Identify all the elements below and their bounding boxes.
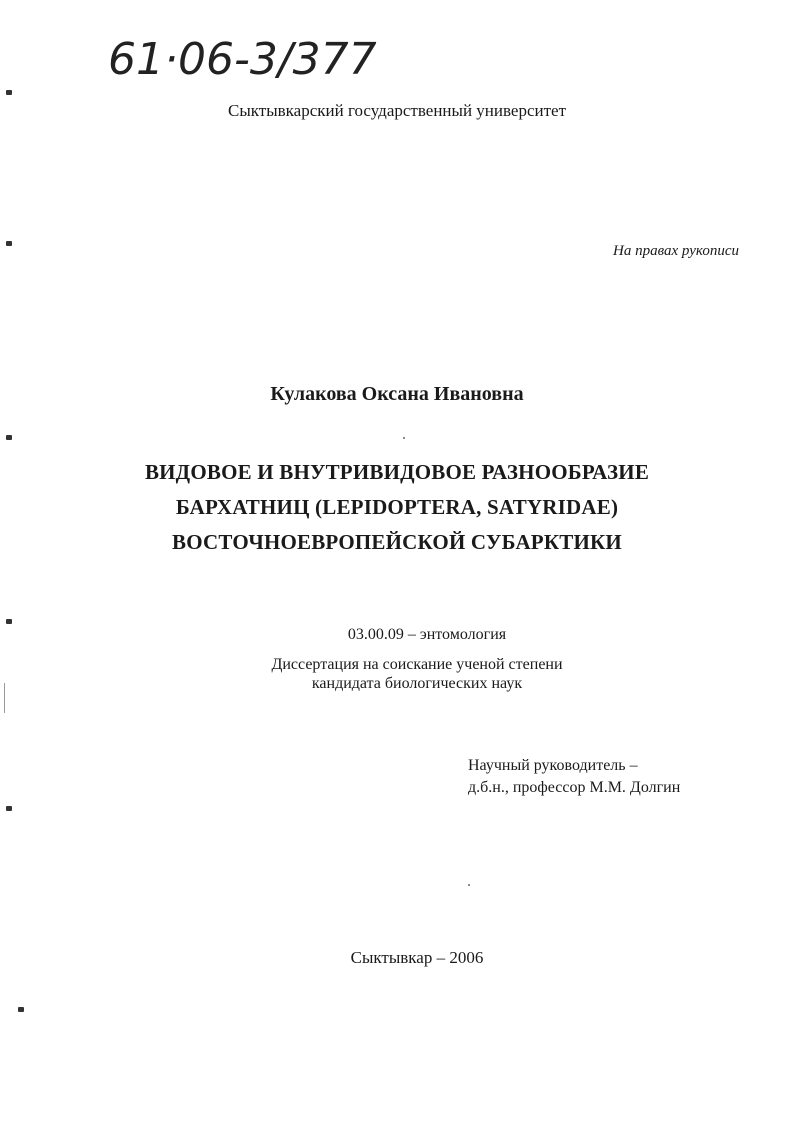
scan-mark xyxy=(6,806,12,811)
handwritten-code-text: 61·06-3/377 xyxy=(108,34,377,85)
scan-mark xyxy=(18,1007,24,1012)
dissertation-title xyxy=(0,455,794,560)
handwritten-archive-code xyxy=(108,20,468,90)
scientific-advisor xyxy=(468,755,680,799)
title-line-3: ВОСТОЧНОЕВРОПЕЙСКОЙ СУБАРКТИКИ xyxy=(172,530,622,554)
scan-speck xyxy=(468,884,470,886)
manuscript-rights-note: На правах рукописи xyxy=(613,243,739,259)
scan-mark xyxy=(6,619,12,624)
advisor-line-1: Научный руководитель – xyxy=(468,757,638,774)
author-name: Кулакова Оксана Ивановна xyxy=(270,383,524,405)
scan-mark xyxy=(6,435,12,440)
city-year: Сыктывкар – 2006 xyxy=(350,948,484,967)
title-line-1: ВИДОВОЕ И ВНУТРИВИДОВОЕ РАЗНООБРАЗИЕ xyxy=(144,460,650,484)
university-name: Сыктывкарский государственный университет xyxy=(227,101,567,120)
scan-mark xyxy=(6,90,12,95)
specialty-code: 03.00.09 – энтомология xyxy=(347,626,507,643)
degree-statement xyxy=(20,655,794,693)
scan-speck xyxy=(403,437,405,439)
title-line-2: БАРХАТНИЦ (LEPIDOPTERA, SATYRIDAE) xyxy=(175,495,619,519)
advisor-line-2: д.б.н., профессор М.М. Долгин xyxy=(468,779,681,796)
degree-line-1: Диссертация на соискание ученой степени xyxy=(271,656,563,673)
degree-line-2: кандидата биологических наук xyxy=(311,675,523,692)
scan-line xyxy=(4,683,5,713)
scan-mark xyxy=(6,241,12,246)
